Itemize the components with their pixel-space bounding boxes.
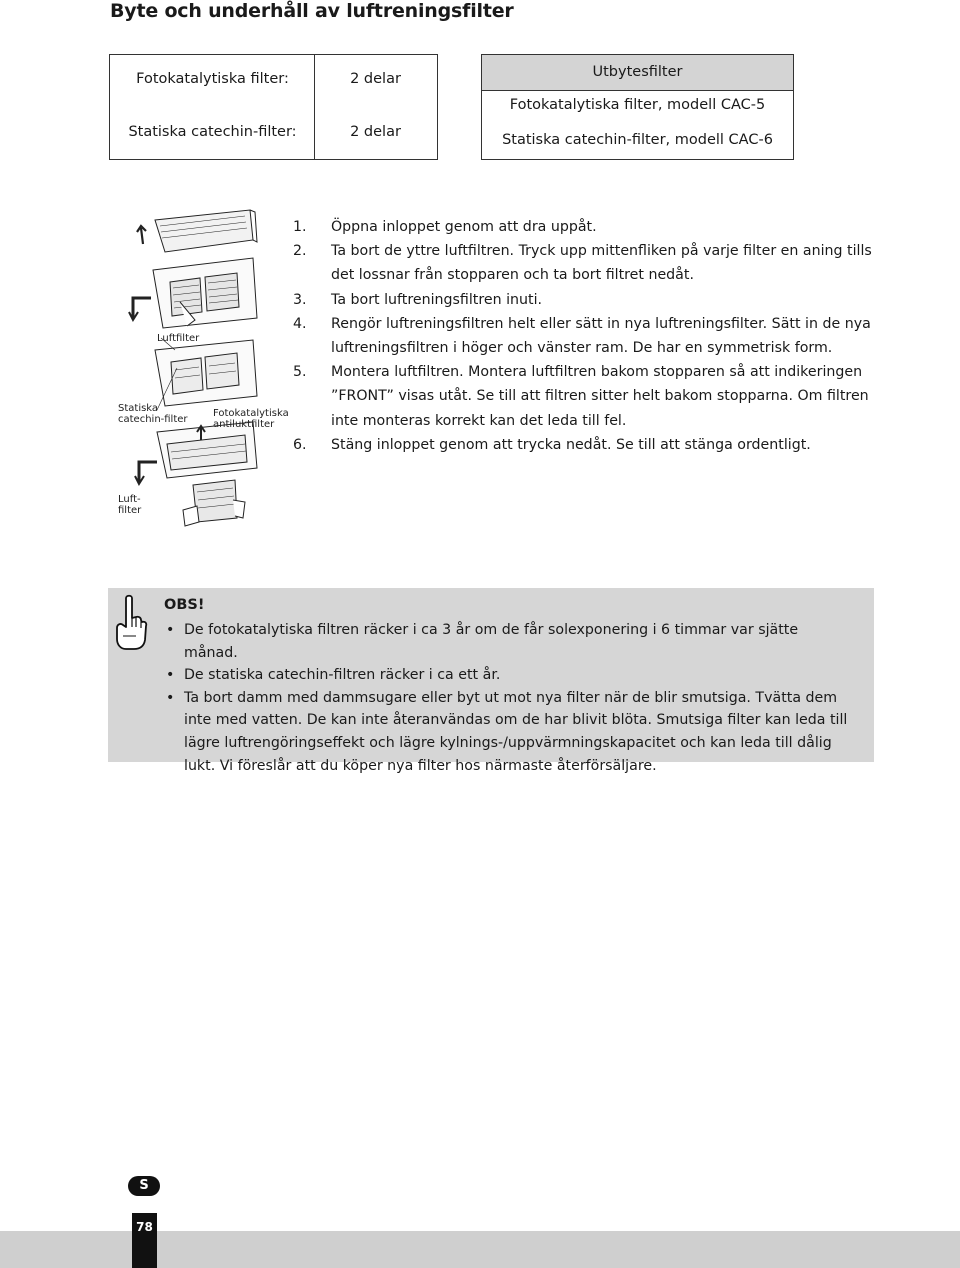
- note-item: • De fotokatalytiska filtren räcker i ca 3 år om de får solexponering i 6 timmar var sjätte månad.: [164, 619, 854, 664]
- label-luftfilter: Luftfilter: [157, 333, 200, 344]
- step-item: [293, 288, 893, 312]
- step-text: Ta bort de yttre luftfiltren. Tryck upp mittenfliken på varje filter en aning tills det lossnar från stopparen och ta bort filtret nedåt.: [331, 243, 872, 284]
- filter-label-photocatalytic: Fotokatalytiska filter:: [136, 71, 289, 87]
- step-number: 6.: [293, 436, 307, 453]
- label-foto-line1: Fotokatalytiska: [213, 408, 289, 419]
- label-foto-line2: antiluktfilter: [213, 419, 275, 430]
- note-heading: OBS!: [164, 597, 205, 613]
- air-conditioner-drawing: [105, 200, 285, 530]
- step-number: 1.: [293, 219, 307, 235]
- note-box: [108, 588, 874, 774]
- pointing-hand-icon: [114, 594, 148, 650]
- note-item: • Ta bort damm med dammsugare eller byt ut mot nya filter när de blir smutsiga. Tvätta dem inte med vatten. De kan inte återanvändas om de har blivit blöta. Smutsiga filter kan leda till lägre luftrengöringseffekt och lägre kylnings-/uppvärmningskapacitet och kan leda till dålig lukt. Vi föreslår att du köper nya filter hos närmaste återförsäljare.: [164, 687, 854, 777]
- filter-count-photocatalytic: 2 delar: [350, 71, 401, 87]
- replacement-filter-table: [481, 54, 794, 160]
- step-item: [293, 312, 893, 360]
- label-statiska-line2: catechin-filter: [118, 414, 188, 425]
- label-statiska-line1: Statiska: [118, 403, 159, 414]
- replacement-row-cac5: Fotokatalytiska filter, modell CAC-5: [509, 97, 766, 113]
- replacement-header: Utbytesfilter: [482, 55, 793, 91]
- filter-label-catechin: Statiska catechin-filter:: [128, 124, 297, 140]
- step-number: 4.: [293, 315, 307, 332]
- step-item: [293, 239, 893, 287]
- instruction-steps: [293, 215, 893, 457]
- step-text: Rengör luftreningsfiltren helt eller sätt in nya luftreningsfilter. Sätt in de nya luftreningsfiltren i höger och vänster ram. De har en symmetrisk form.: [331, 315, 871, 357]
- step-text: Montera luftfiltren. Montera luftfiltren bakom stopparen så att indikeringen ”FRONT” visas utåt. Se till att filtren sitter helt bakom stopparna. Om filtren inte monteras korrekt kan det leda till fel.: [331, 364, 869, 429]
- step-text: Öppna inloppet genom att dra uppåt.: [331, 219, 597, 235]
- replacement-row-cac6: Statiska catechin-filter, modell CAC-6: [502, 132, 773, 148]
- note-list: [164, 619, 854, 777]
- filter-replacement-illustration: [105, 200, 289, 530]
- step-number: 5.: [293, 364, 307, 381]
- page-number-tab: [132, 1213, 157, 1268]
- page-number: 78: [136, 1220, 153, 1234]
- step-item: [293, 433, 893, 457]
- page-title: Byte och underhåll av luftreningsfilter: [110, 0, 514, 22]
- filter-quantity-table: [109, 54, 438, 160]
- step-number: 2.: [293, 243, 307, 260]
- step-text: Ta bort luftreningsfiltren inuti.: [331, 291, 543, 308]
- step-text: Stäng inloppet genom att trycka nedåt. Se till att stänga ordentligt.: [331, 436, 811, 453]
- step-item: [293, 360, 893, 433]
- step-item: [293, 215, 893, 239]
- note-item: • De statiska catechin-filtren räcker i ca ett år.: [164, 664, 854, 687]
- label-luft-line2: filter: [118, 505, 142, 516]
- label-luft-line1: Luft-: [118, 494, 141, 505]
- language-badge: S: [128, 1176, 160, 1196]
- step-number: 3.: [293, 291, 307, 308]
- filter-count-catechin: 2 delar: [350, 124, 401, 140]
